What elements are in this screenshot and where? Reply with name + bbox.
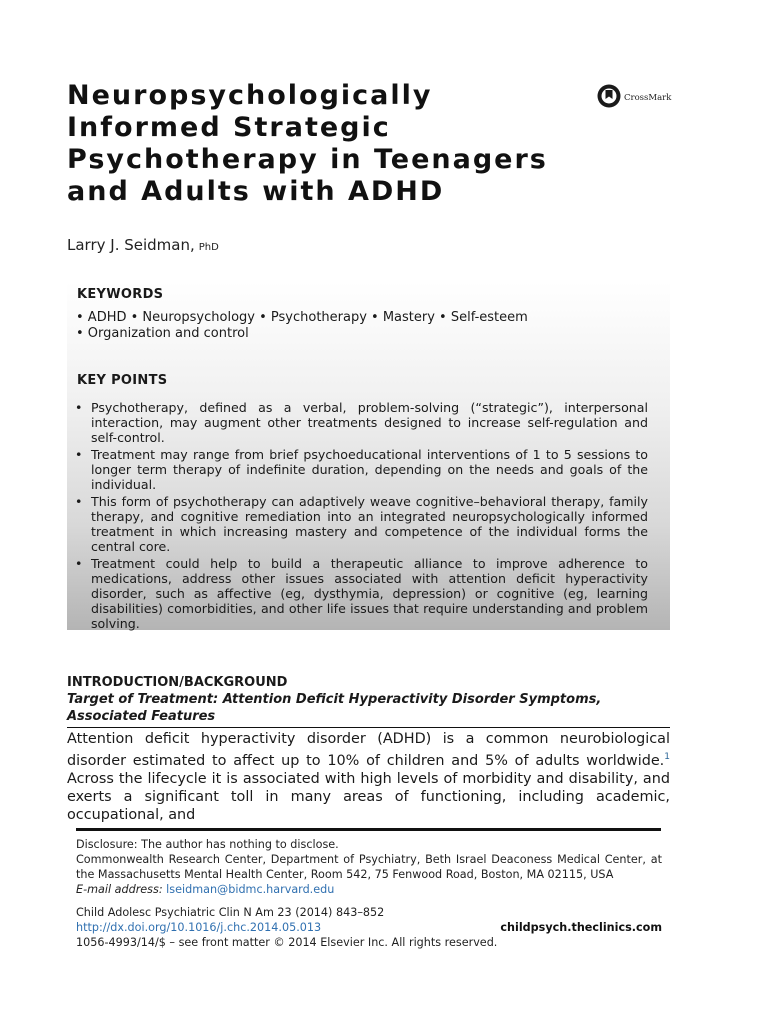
key-point-text: Treatment could help to build a therapeutic alliance to improve adherence to medications, address other issues associated with attention deficit hyperactivity disorder, such as affective (eg, dysthymia, depression) or cognitive (eg, learning disabilities) comorbidities, and other life issues that require understanding and problem solving. xyxy=(91,556,648,631)
footnotes xyxy=(76,837,662,950)
author-name: Larry J. Seidman, xyxy=(67,236,195,254)
bullet-icon: • xyxy=(75,400,83,415)
key-point-item xyxy=(75,400,648,445)
citation-link[interactable]: 1 xyxy=(664,752,670,762)
email-label: E-mail address: xyxy=(76,883,163,896)
key-point-text: Treatment may range from brief psychoeducational interventions of 1 to 5 sessions to longer term therapy of indefinite duration, depending on the needs and goals of the individual. xyxy=(91,447,648,492)
crossmark-icon xyxy=(597,84,621,112)
key-point-text: This form of psychotherapy can adaptively weave cognitive–behavioral therapy, family therapy, and cognitive remediation into an integrated neuropsychologically informed treatment in which increasing mastery and competence of the individual forms the central core. xyxy=(91,494,648,554)
crossmark-badge[interactable] xyxy=(597,84,671,112)
intro-paragraph xyxy=(67,730,670,824)
bullet-icon: • xyxy=(75,494,83,509)
intro-text-end: Across the lifecycle it is associated with high levels of morbidity and disability, and exerts a significant toll in many areas of functioning, including academic, occupational, and xyxy=(67,770,670,823)
journal-site-link[interactable]: childpsych.theclinics.com xyxy=(500,921,662,934)
article-title: Neuropsychologically Informed Strategic Psychotherapy in Teenagers and Adults with ADHD xyxy=(67,80,548,207)
subsection-heading: Target of Treatment: Attention Deficit Hyperactivity Disorder Symptoms, Associated Features xyxy=(67,692,602,724)
email-line xyxy=(76,882,662,897)
key-point-text: Psychotherapy, defined as a verbal, problem-solving (“strategic”), interpersonal interaction, may augment other treatments designed to increase self-regulation and self-control. xyxy=(91,400,648,445)
intro-text-start: Attention deficit hyperactivity disorder (ADHD) is a common neurobiological disorder estimated to affect up to 10% of children and 5% of adults worldwide. xyxy=(67,731,670,769)
copyright: 1056-4993/14/$ – see front matter © 2014 Elsevier Inc. All rights reserved. xyxy=(76,936,498,949)
section-heading: INTRODUCTION/BACKGROUND xyxy=(67,675,288,690)
journal-info xyxy=(76,905,662,950)
keywords-line-2: • Organization and control xyxy=(76,326,249,341)
key-point-item xyxy=(75,556,648,631)
key-point-item xyxy=(75,494,648,554)
keywords-line-1: • ADHD • Neuropsychology • Psychotherapy • Mastery • Self-esteem xyxy=(76,310,528,325)
affiliation: Commonwealth Research Center, Department of Psychiatry, Beth Israel Deaconess Medical Center, at the Massachusetts Mental Health Center, Room 542, 75 Fenwood Road, Boston, MA 02115, USA xyxy=(76,853,662,881)
key-points-list xyxy=(75,400,648,633)
doi-link[interactable]: http://dx.doi.org/10.1016/j.chc.2014.05.013 xyxy=(76,921,322,934)
email-link[interactable]: lseidman@bidmc.harvard.edu xyxy=(166,883,335,896)
key-points-heading: KEY POINTS xyxy=(77,373,168,388)
crossmark-label: CrossMark xyxy=(624,93,672,103)
author-degree: PhD xyxy=(198,242,219,253)
section-divider xyxy=(67,727,670,728)
journal-citation: Child Adolesc Psychiatric Clin N Am 23 (2014) 843–852 xyxy=(76,906,385,919)
key-point-item xyxy=(75,447,648,492)
keywords-heading: KEYWORDS xyxy=(77,287,164,302)
bullet-icon: • xyxy=(75,447,83,462)
author-line xyxy=(67,236,219,254)
footnote-divider xyxy=(76,828,661,831)
doi-row xyxy=(76,920,662,935)
keywords-keypoints-box xyxy=(67,282,670,630)
bullet-icon: • xyxy=(75,556,83,571)
disclosure: Disclosure: The author has nothing to disclose. xyxy=(76,838,339,851)
